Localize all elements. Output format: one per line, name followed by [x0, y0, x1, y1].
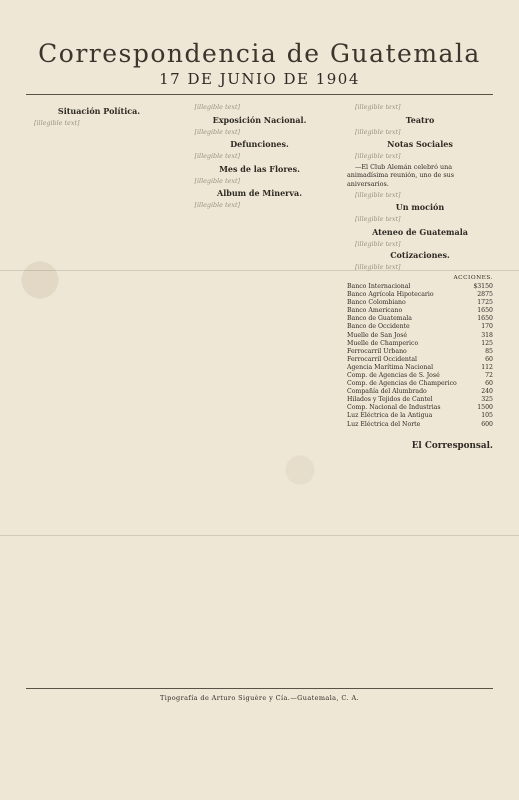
stock-name: Banco Agrícola Hipotecario — [347, 291, 434, 299]
stock-name: Agencia Marítima Nacional — [347, 363, 434, 371]
stock-name: Banco de Guatemala — [347, 315, 412, 323]
stock-name: Comp. de Agencias de S. José — [347, 371, 440, 379]
stock-price: 1650 — [477, 307, 493, 315]
section-heading: Ateneo de Guatemala — [372, 226, 468, 237]
stock-table-heading: ACCIONES. — [453, 274, 493, 281]
article-paragraph: [illegible text] — [355, 190, 401, 199]
stock-price: 318 — [481, 331, 493, 339]
section-heading: Album de Minerva. — [216, 188, 302, 199]
publication-title: Correspondencia de Guatemala — [38, 39, 481, 68]
stock-name: Luz Eléctrica de la Antigua — [347, 412, 433, 420]
stock-row — [347, 356, 493, 364]
article-paragraph: [illegible text] — [355, 152, 401, 161]
article-paragraph: —El Club Alemán celebró una animadísima reunión, uno de sus aniversarios. — [347, 162, 455, 188]
stock-row — [347, 348, 493, 356]
stock-price: 72 — [485, 371, 493, 379]
article-columns — [26, 103, 493, 713]
stock-row — [347, 372, 493, 380]
stock-price: 105 — [481, 412, 493, 420]
stock-price: 112 — [481, 363, 493, 371]
stock-row — [347, 340, 493, 348]
stock-price: 2875 — [477, 291, 493, 299]
stock-name: Ferrocarril Urbano — [347, 347, 407, 355]
stock-price: 325 — [481, 396, 493, 404]
stock-price: 600 — [481, 420, 493, 428]
stock-price: 1725 — [477, 299, 493, 307]
stock-price: 1500 — [477, 404, 493, 412]
stock-price: $3150 — [473, 282, 493, 290]
column-left — [26, 103, 172, 713]
stock-price: 60 — [485, 355, 493, 363]
stock-name: Banco Americano — [347, 307, 403, 315]
article-paragraph: [illegible text] — [355, 103, 401, 111]
stock-name: Luz Eléctrica del Norte — [347, 420, 421, 428]
footer-rule — [26, 688, 493, 689]
stock-price: 240 — [481, 388, 493, 396]
stock-price: 1650 — [477, 315, 493, 323]
section-heading: Defunciones. — [230, 139, 289, 150]
stock-name: Muelle de San José — [347, 331, 408, 339]
stock-name: Hilados y Tejidos de Cantel — [347, 396, 433, 404]
section-heading: Teatro — [405, 114, 435, 125]
article-paragraph: [illegible text] — [194, 201, 241, 210]
column-right — [347, 103, 493, 713]
article-paragraph: [illegible text] — [34, 119, 80, 127]
publication-date: 17 DE JUNIO DE 1904 — [159, 70, 360, 88]
stock-name: Comp. de Agencias de Champerico — [347, 380, 457, 388]
stock-row — [347, 323, 493, 331]
printer-imprint: Tipografía de Arturo Siguère y Cía.—Guatemala, C. A. — [159, 694, 360, 702]
stock-row — [347, 412, 493, 420]
stock-price: 85 — [485, 347, 493, 355]
section-heading: Exposición Nacional. — [212, 114, 307, 125]
article-paragraph: [illegible text] — [355, 239, 401, 248]
stock-name: Banco Internacional — [347, 282, 411, 290]
section-heading: Mes de las Flores. — [219, 163, 300, 174]
article-paragraph: [illegible text] — [355, 215, 401, 224]
stock-name: Comp. Nacional de Industrias — [347, 404, 441, 412]
stock-row — [347, 396, 493, 404]
stock-name: Compañía del Alumbrado — [347, 388, 427, 396]
stock-row — [347, 421, 493, 429]
stock-row — [347, 364, 493, 372]
stock-row — [347, 388, 493, 396]
article-paragraph: [illegible text] — [355, 127, 401, 136]
stock-name: Banco de Occidente — [347, 323, 410, 331]
stock-rows — [347, 283, 493, 429]
stock-name: Ferrocarril Occidental — [347, 355, 417, 363]
section-heading: Notas Sociales — [387, 139, 453, 150]
section-heading: Cotizaciones. — [390, 250, 450, 261]
masthead-rule — [26, 94, 493, 95]
stock-price: 60 — [485, 380, 493, 388]
stock-price: 125 — [481, 339, 493, 347]
stock-row — [347, 380, 493, 388]
article-paragraph: [illegible text] — [194, 176, 241, 185]
section-heading: Un moción — [395, 202, 445, 213]
paper-fold — [0, 270, 519, 271]
masthead — [26, 0, 493, 95]
signature: El Corresponsal. — [411, 440, 493, 451]
article-paragraph: [illegible text] — [355, 263, 401, 272]
stock-quotes-table — [347, 274, 493, 429]
stock-row — [347, 291, 493, 299]
stock-name: Banco Colombiano — [347, 299, 406, 307]
paper-fold — [0, 535, 519, 536]
article-paragraph: [illegible text] — [194, 127, 241, 136]
section-heading: Situación Política. — [57, 106, 141, 116]
stock-row — [347, 404, 493, 412]
article-paragraph: [illegible text] — [194, 103, 241, 111]
stock-row — [347, 315, 493, 323]
stock-price: 170 — [481, 323, 493, 331]
stock-row — [347, 299, 493, 307]
stock-row — [347, 332, 493, 340]
article-paragraph: [illegible text] — [194, 152, 241, 161]
stock-name: Muelle de Champerico — [347, 339, 419, 347]
column-middle — [187, 103, 333, 713]
stock-row — [347, 307, 493, 315]
stock-row — [347, 283, 493, 291]
